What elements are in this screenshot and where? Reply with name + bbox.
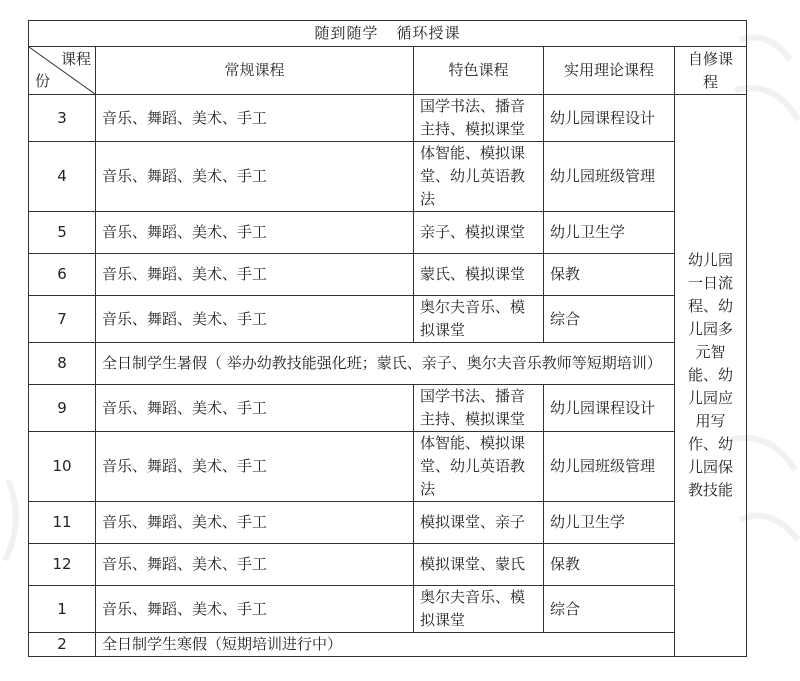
table-row <box>29 95 747 142</box>
month-cell: 4 <box>29 142 96 212</box>
special-course-cell: 蒙氏、模拟课堂 <box>414 254 544 296</box>
theory-course-cell: 综合 <box>544 296 675 343</box>
month-cell: 12 <box>29 544 96 586</box>
special-course-cell: 亲子、模拟课堂 <box>414 212 544 254</box>
header-self-study: 自修课程 <box>675 47 747 95</box>
month-cell: 9 <box>29 385 96 432</box>
table-row <box>29 385 747 432</box>
regular-course-cell: 音乐、舞蹈、美术、手工 <box>96 586 414 633</box>
table-row <box>29 502 747 544</box>
table-row <box>29 586 747 633</box>
month-cell: 5 <box>29 212 96 254</box>
corner-bottom-label: 份 <box>35 72 51 90</box>
theory-course-cell: 综合 <box>544 586 675 633</box>
corner-header <box>29 47 96 95</box>
special-course-cell: 模拟课堂、亲子 <box>414 502 544 544</box>
corner-top-label: 课程 <box>60 50 91 68</box>
regular-course-cell: 音乐、舞蹈、美术、手工 <box>96 95 414 142</box>
table-row <box>29 296 747 343</box>
month-cell: 8 <box>29 343 96 385</box>
special-course-cell: 奥尔夫音乐、模拟课堂 <box>414 296 544 343</box>
theory-course-cell: 幼儿园课程设计 <box>544 95 675 142</box>
header-regular: 常规课程 <box>96 47 414 95</box>
special-course-cell: 模拟课堂、蒙氏 <box>414 544 544 586</box>
special-course-cell: 奥尔夫音乐、模拟课堂 <box>414 586 544 633</box>
month-cell: 11 <box>29 502 96 544</box>
header-special: 特色课程 <box>414 47 544 95</box>
table-row <box>29 544 747 586</box>
theory-course-cell: 幼儿卫生学 <box>544 502 675 544</box>
regular-course-cell: 音乐、舞蹈、美术、手工 <box>96 385 414 432</box>
table-row <box>29 254 747 296</box>
month-cell: 6 <box>29 254 96 296</box>
self-study-cell: 幼儿园一日流程、幼儿园多元智能、幼儿园应用写作、幼儿园保教技能 <box>675 95 747 657</box>
month-cell: 10 <box>29 432 96 502</box>
regular-course-cell: 音乐、舞蹈、美术、手工 <box>96 142 414 212</box>
theory-course-cell: 幼儿园课程设计 <box>544 385 675 432</box>
table-title-b: 循环授课 <box>396 24 461 42</box>
table-row <box>29 212 747 254</box>
theory-course-cell: 保教 <box>544 254 675 296</box>
special-course-cell: 体智能、模拟课堂、幼儿英语教法 <box>414 432 544 502</box>
table-row <box>29 142 747 212</box>
month-cell: 2 <box>29 633 96 657</box>
special-course-cell: 体智能、模拟课堂、幼儿英语教法 <box>414 142 544 212</box>
month-cell: 3 <box>29 95 96 142</box>
month-cell: 1 <box>29 586 96 633</box>
header-theory: 实用理论课程 <box>544 47 675 95</box>
theory-course-cell: 幼儿卫生学 <box>544 212 675 254</box>
special-course-cell: 国学书法、播音主持、模拟课堂 <box>414 385 544 432</box>
theory-course-cell: 保教 <box>544 544 675 586</box>
regular-course-cell: 音乐、舞蹈、美术、手工 <box>96 544 414 586</box>
table-row <box>29 633 747 657</box>
theory-course-cell: 幼儿园班级管理 <box>544 432 675 502</box>
regular-course-cell: 音乐、舞蹈、美术、手工 <box>96 296 414 343</box>
table-row <box>29 432 747 502</box>
theory-course-cell: 幼儿园班级管理 <box>544 142 675 212</box>
regular-course-cell: 音乐、舞蹈、美术、手工 <box>96 254 414 296</box>
full-row-note: 全日制学生暑假（ 举办幼教技能强化班；蒙氏、亲子、奥尔夫音乐教师等短期培训） <box>96 343 675 385</box>
month-cell: 7 <box>29 296 96 343</box>
full-row-note: 全日制学生寒假（短期培训进行中） <box>96 633 675 657</box>
table-title-a: 随到随学 <box>314 24 379 42</box>
regular-course-cell: 音乐、舞蹈、美术、手工 <box>96 212 414 254</box>
special-course-cell: 国学书法、播音主持、模拟课堂 <box>414 95 544 142</box>
table-row <box>29 343 747 385</box>
table-title <box>29 21 747 47</box>
regular-course-cell: 音乐、舞蹈、美术、手工 <box>96 502 414 544</box>
curriculum-table <box>28 20 747 657</box>
regular-course-cell: 音乐、舞蹈、美术、手工 <box>96 432 414 502</box>
